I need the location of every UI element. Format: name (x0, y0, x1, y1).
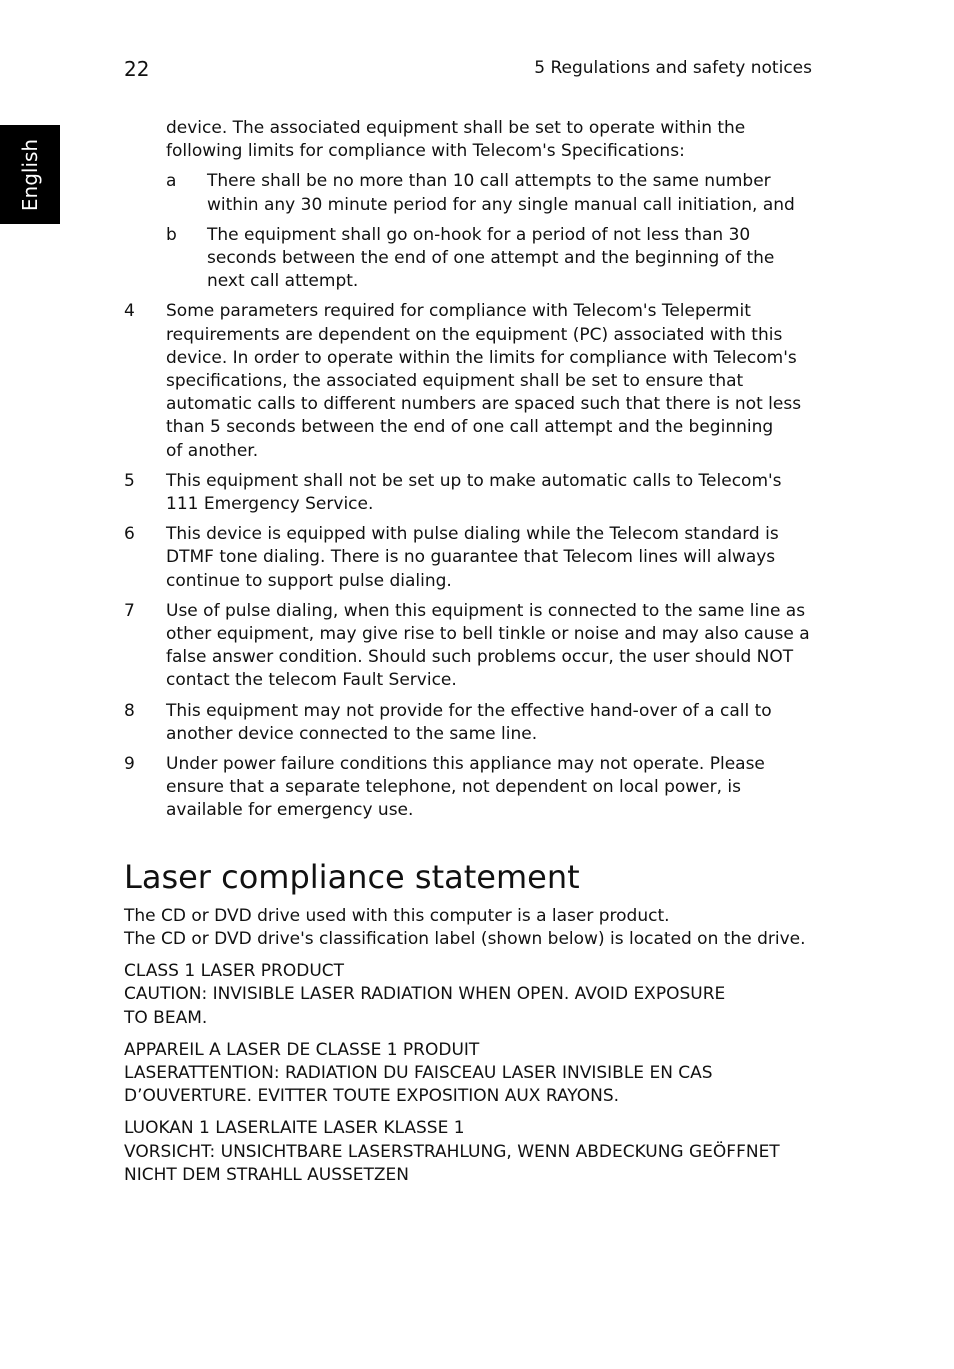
text-line: APPAREIL A LASER DE CLASSE 1 PRODUIT (124, 1039, 480, 1060)
list-item-text (166, 300, 824, 462)
lettered-list (124, 170, 824, 293)
text-line: Some parameters required for compliance with Telecom's Telepermit (166, 301, 751, 322)
text-line: than 5 seconds between the end of one call attempt and the beginning (166, 417, 774, 438)
text-line: continue to support pulse dialing. (166, 570, 452, 591)
list-marker: 9 (124, 754, 135, 775)
text-line: There shall be no more than 10 call attempts to the same number (207, 171, 771, 192)
text-line: 111 Emergency Service. (166, 494, 374, 515)
language-tab (0, 125, 60, 224)
list-marker: 4 (124, 301, 135, 322)
text-line: seconds between the end of one attempt and the beginning of the (207, 248, 775, 269)
list-item-text (166, 523, 824, 593)
numbered-list-item (124, 753, 824, 823)
continued-paragraph (166, 117, 824, 163)
laser-paragraph (124, 1039, 824, 1109)
page-number: 22 (124, 57, 150, 81)
language-tab-label: English (18, 138, 42, 211)
text-line: TO BEAM. (124, 1007, 208, 1028)
text-line: specifications, the associated equipment shall be set to ensure that (166, 371, 744, 392)
text-line: available for emergency use. (166, 800, 414, 821)
list-item-text (166, 600, 824, 693)
text-line: The CD or DVD drive's classification label (shown below) is located on the drive. (124, 928, 806, 949)
text-line: device. In order to operate within the limits for compliance with Telecom's (166, 347, 797, 368)
text-line: D’OUVERTURE. EVITTER TOUTE EXPOSITION AUX RAYONS. (124, 1086, 620, 1107)
text-line: LUOKAN 1 LASERLAITE LASER KLASSE 1 (124, 1118, 465, 1139)
text-line: This equipment may not provide for the effective hand-over of a call to (166, 700, 772, 721)
text-line: NICHT DEM STRAHLL AUSSETZEN (124, 1164, 410, 1185)
text-line: Use of pulse dialing, when this equipment is connected to the same line as (166, 600, 806, 621)
text-line: CLASS 1 LASER PRODUCT (124, 961, 345, 982)
page-body (124, 117, 824, 1187)
list-item-text (207, 224, 824, 294)
list-marker: 7 (124, 600, 135, 621)
numbered-list (124, 300, 824, 822)
text-line: Under power failure conditions this appliance may not operate. Please (166, 754, 765, 775)
text-line: automatic calls to different numbers are spaced such that there is not less (166, 394, 802, 415)
list-item-text (166, 700, 824, 746)
list-marker: a (166, 171, 177, 192)
list-marker: b (166, 224, 177, 245)
numbered-list-item (124, 700, 824, 746)
section-heading: Laser compliance statement (124, 857, 580, 896)
laser-paragraph (124, 960, 824, 1030)
text-line: CAUTION: INVISIBLE LASER RADIATION WHEN OPEN. AVOID EXPOSURE (124, 984, 726, 1005)
text-line: device. The associated equipment shall be set to operate within the (166, 118, 746, 138)
text-line: VORSICHT: UNSICHTBARE LASERSTRAHLUNG, WENN ABDECKUNG GEÖFFNET (124, 1141, 780, 1162)
text-line: The equipment shall go on-hook for a period of not less than 30 (207, 224, 751, 245)
numbered-list-item (124, 300, 824, 462)
numbered-list-item (124, 470, 824, 516)
lettered-list-item (166, 170, 824, 216)
text-line: requirements are dependent on the equipment (PC) associated with this (166, 324, 783, 345)
laser-paragraph (124, 1117, 824, 1187)
text-line: The CD or DVD drive used with this computer is a laser product. (124, 905, 670, 926)
list-marker: 8 (124, 700, 135, 721)
list-marker: 6 (124, 524, 135, 545)
section-title: 5 Regulations and safety notices (534, 58, 812, 78)
text-line: another device connected to the same line. (166, 723, 538, 744)
text-line: LASERATTENTION: RADIATION DU FAISCEAU LASER INVISIBLE EN CAS (124, 1062, 713, 1083)
text-line: contact the telecom Fault Service. (166, 670, 457, 691)
text-line: other equipment, may give rise to bell tinkle or noise and may also cause a (166, 624, 810, 645)
numbered-list-item (124, 523, 824, 593)
list-marker: 5 (124, 470, 135, 491)
numbered-list-item (124, 600, 824, 693)
list-item-text (166, 753, 824, 823)
text-line: within any 30 minute period for any single manual call initiation, and (207, 194, 795, 215)
text-line: ensure that a separate telephone, not dependent on local power, is (166, 777, 742, 798)
list-item-text (207, 170, 824, 216)
text-line: next call attempt. (207, 271, 359, 292)
laser-paragraphs (124, 905, 824, 1187)
list-item-text (166, 470, 824, 516)
text-line: following limits for compliance with Telecom's Specifications: (166, 141, 685, 162)
text-line: This equipment shall not be set up to make automatic calls to Telecom's (166, 470, 782, 491)
lettered-list-item (166, 224, 824, 294)
laser-paragraph (124, 905, 824, 951)
text-line: DTMF tone dialing. There is no guarantee that Telecom lines will always (166, 547, 776, 568)
text-line: false answer condition. Should such problems occur, the user should NOT (166, 647, 794, 668)
text-line: This device is equipped with pulse dialing while the Telecom standard is (166, 524, 779, 545)
text-line: of another. (166, 440, 259, 461)
